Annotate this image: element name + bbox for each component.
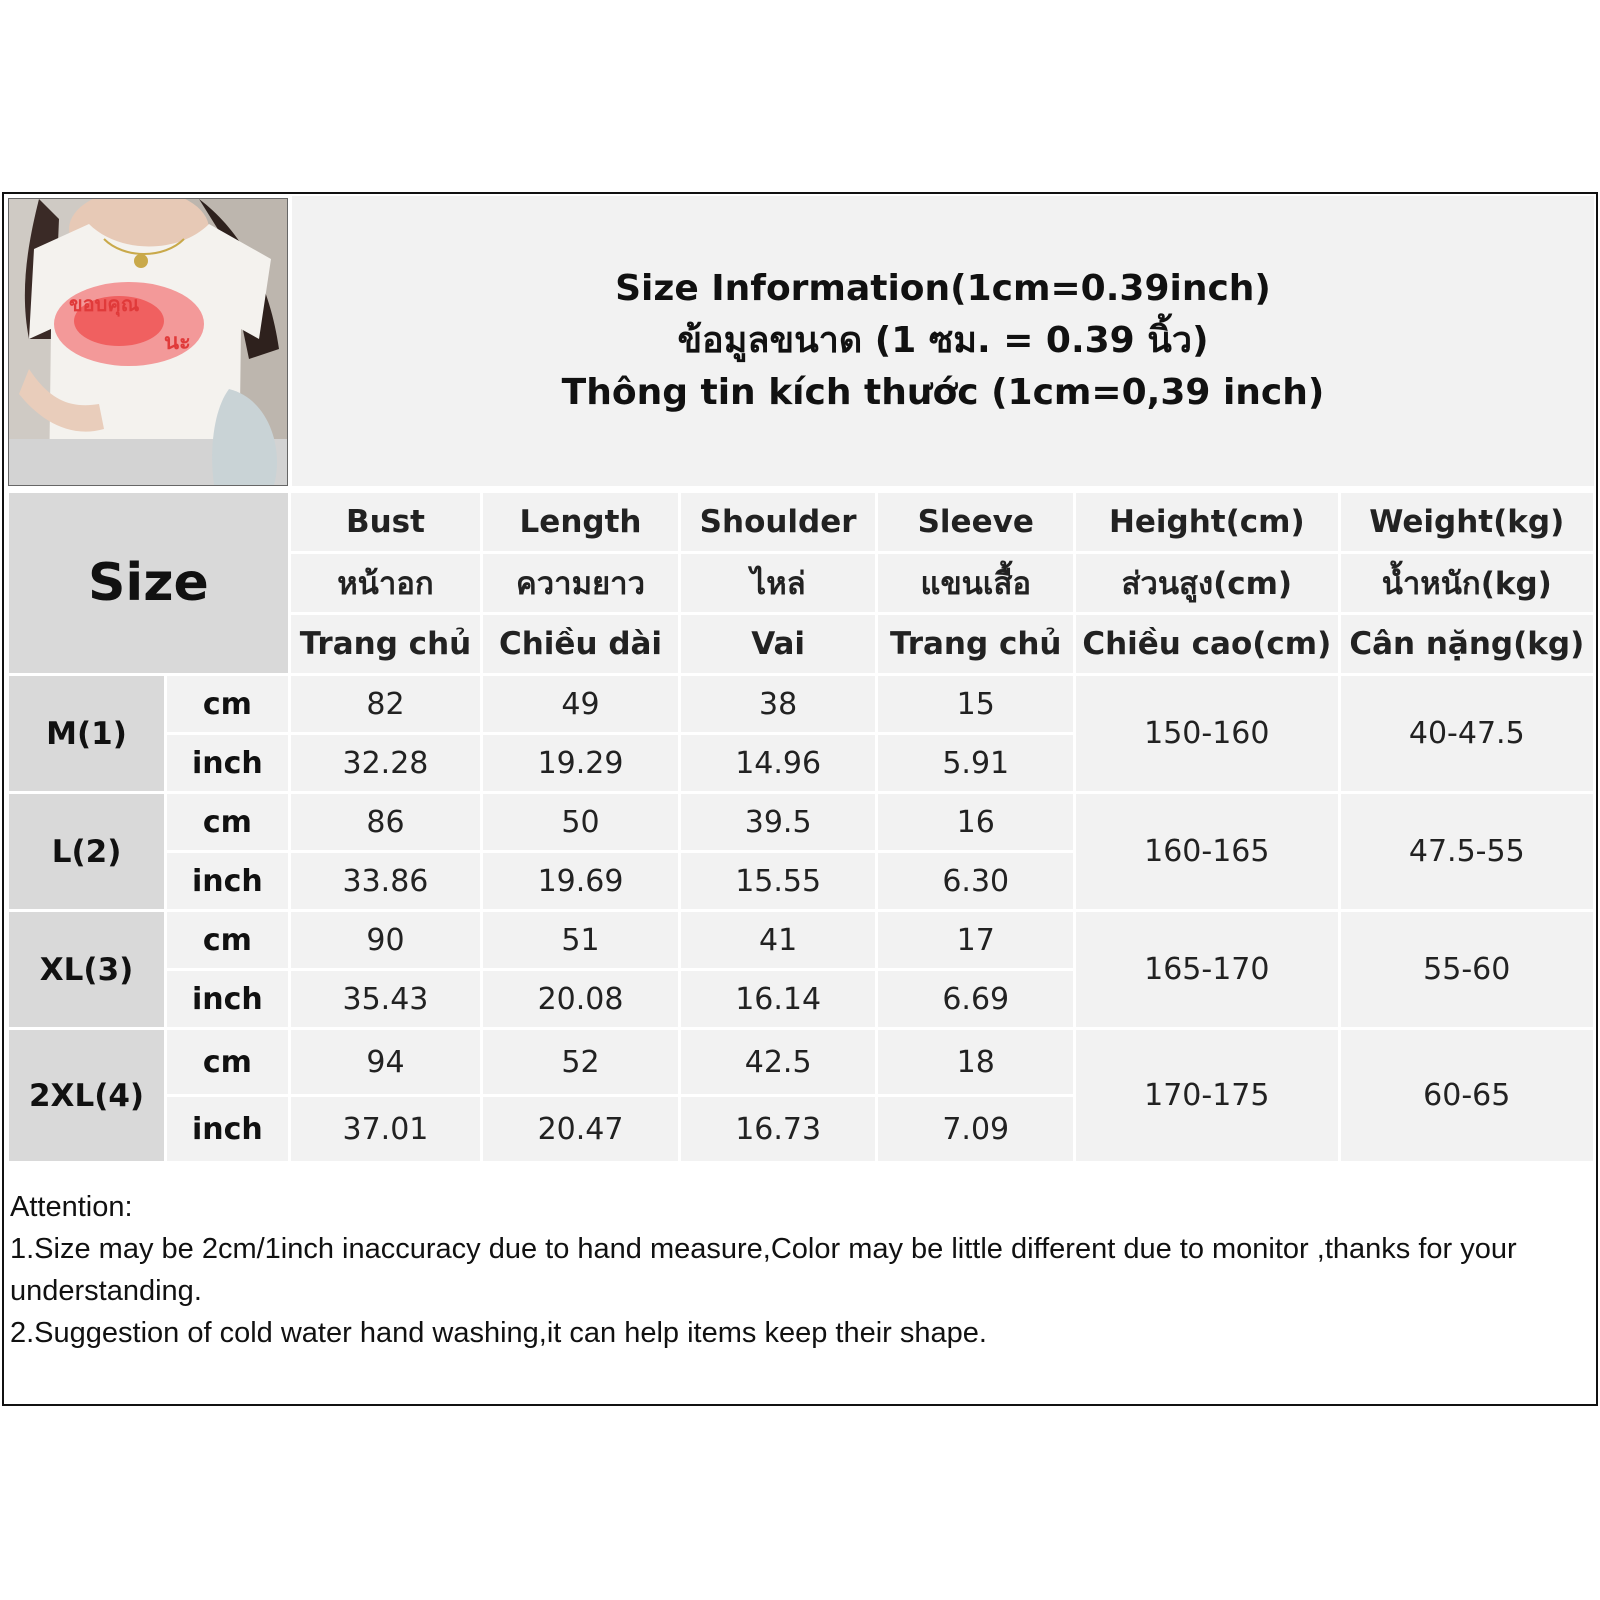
cell-sleeve-inch: 5.91	[878, 735, 1073, 791]
cell-shoulder-inch: 14.96	[681, 735, 876, 791]
table-row	[9, 1030, 1593, 1094]
size-label-xl: XL(3)	[9, 912, 164, 1027]
size-chart-sheet	[2, 192, 1598, 1406]
cell-weight: 40-47.5	[1341, 676, 1593, 791]
cell-shoulder-cm: 41	[681, 912, 876, 968]
cell-bust-cm: 86	[291, 794, 481, 850]
header-line-english: Size Information(1cm=0.39inch)	[615, 268, 1271, 309]
col-header-bust-th: หน้าอก	[291, 554, 481, 612]
svg-text:ขอบคุณ: ขอบคุณ	[69, 292, 140, 316]
col-header-length: Length	[483, 493, 678, 551]
size-label-l: L(2)	[9, 794, 164, 909]
col-header-height-vi: Chiều cao(cm)	[1076, 615, 1338, 673]
notes-line-2: 2.Suggestion of cold water hand washing,it can help items keep their shape.	[10, 1317, 987, 1349]
cell-weight: 55-60	[1341, 912, 1593, 1027]
cell-length-inch: 20.47	[483, 1097, 678, 1161]
cell-weight: 60-65	[1341, 1030, 1593, 1161]
cell-shoulder-inch: 15.55	[681, 853, 876, 909]
attention-notes	[10, 1186, 1590, 1354]
col-header-weight-th: น้ำหนัก(kg)	[1341, 554, 1593, 612]
cell-sleeve-cm: 16	[878, 794, 1073, 850]
col-header-weight-vi: Cân nặng(kg)	[1341, 615, 1593, 673]
col-header-shoulder-th: ไหล่	[681, 554, 876, 612]
product-photo	[8, 198, 288, 486]
cell-sleeve-inch: 6.30	[878, 853, 1073, 909]
notes-title: Attention:	[10, 1191, 133, 1223]
col-header-shoulder-vi: Vai	[681, 615, 876, 673]
cell-bust-inch: 35.43	[291, 971, 481, 1027]
unit-label-cm: cm	[167, 912, 288, 968]
size-label-2xl: 2XL(4)	[9, 1030, 164, 1161]
cell-height: 165-170	[1076, 912, 1338, 1027]
cell-height: 160-165	[1076, 794, 1338, 909]
unit-label-inch: inch	[167, 1097, 288, 1161]
unit-label-inch: inch	[167, 971, 288, 1027]
col-header-shoulder: Shoulder	[681, 493, 876, 551]
cell-shoulder-cm: 38	[681, 676, 876, 732]
cell-shoulder-inch: 16.14	[681, 971, 876, 1027]
cell-shoulder-cm: 42.5	[681, 1030, 876, 1094]
col-header-bust-vi: Trang chủ	[291, 615, 481, 673]
col-header-sleeve: Sleeve	[878, 493, 1073, 551]
cell-length-cm: 50	[483, 794, 678, 850]
cell-bust-inch: 32.28	[291, 735, 481, 791]
table-row	[9, 912, 1593, 968]
notes-line-1: 1.Size may be 2cm/1inch inaccuracy due to hand measure,Color may be little different due to monitor ,thanks for your understanding.	[10, 1233, 1517, 1307]
col-header-sleeve-th: แขนเสื้อ	[878, 554, 1073, 612]
table-row	[9, 676, 1593, 732]
col-header-length-th: ความยาว	[483, 554, 678, 612]
col-header-height-th: ส่วนสูง(cm)	[1076, 554, 1338, 612]
cell-height: 170-175	[1076, 1030, 1338, 1161]
cell-sleeve-cm: 18	[878, 1030, 1073, 1094]
unit-label-inch: inch	[167, 853, 288, 909]
header-line-vietnamese: Thông tin kích thước (1cm=0,39 inch)	[561, 372, 1325, 413]
size-table	[6, 490, 1596, 1164]
cell-length-cm: 51	[483, 912, 678, 968]
header-line-thai: ข้อมูลขนาด (1 ซม. = 0.39 นิ้ว)	[677, 320, 1209, 361]
unit-label-cm: cm	[167, 676, 288, 732]
cell-shoulder-cm: 39.5	[681, 794, 876, 850]
cell-bust-cm: 82	[291, 676, 481, 732]
cell-height: 150-160	[1076, 676, 1338, 791]
cell-length-cm: 52	[483, 1030, 678, 1094]
size-column-header: Size	[9, 493, 288, 673]
unit-label-inch: inch	[167, 735, 288, 791]
cell-bust-cm: 90	[291, 912, 481, 968]
cell-bust-inch: 33.86	[291, 853, 481, 909]
cell-length-inch: 19.29	[483, 735, 678, 791]
cell-sleeve-cm: 15	[878, 676, 1073, 732]
cell-weight: 47.5-55	[1341, 794, 1593, 909]
col-header-length-vi: Chiều dài	[483, 615, 678, 673]
cell-sleeve-inch: 7.09	[878, 1097, 1073, 1161]
svg-text:นะ: นะ	[164, 330, 191, 355]
size-info-header	[292, 196, 1594, 486]
cell-sleeve-cm: 17	[878, 912, 1073, 968]
size-label-m: M(1)	[9, 676, 164, 791]
cell-shoulder-inch: 16.73	[681, 1097, 876, 1161]
col-header-bust: Bust	[291, 493, 481, 551]
cell-length-inch: 20.08	[483, 971, 678, 1027]
col-header-sleeve-vi: Trang chủ	[878, 615, 1073, 673]
cell-length-inch: 19.69	[483, 853, 678, 909]
tshirt-photo-icon	[9, 199, 287, 485]
cell-bust-inch: 37.01	[291, 1097, 481, 1161]
cell-sleeve-inch: 6.69	[878, 971, 1073, 1027]
unit-label-cm: cm	[167, 794, 288, 850]
header-row-english	[9, 493, 1593, 551]
cell-length-cm: 49	[483, 676, 678, 732]
table-row	[9, 794, 1593, 850]
col-header-height: Height(cm)	[1076, 493, 1338, 551]
cell-bust-cm: 94	[291, 1030, 481, 1094]
unit-label-cm: cm	[167, 1030, 288, 1094]
col-header-weight: Weight(kg)	[1341, 493, 1593, 551]
